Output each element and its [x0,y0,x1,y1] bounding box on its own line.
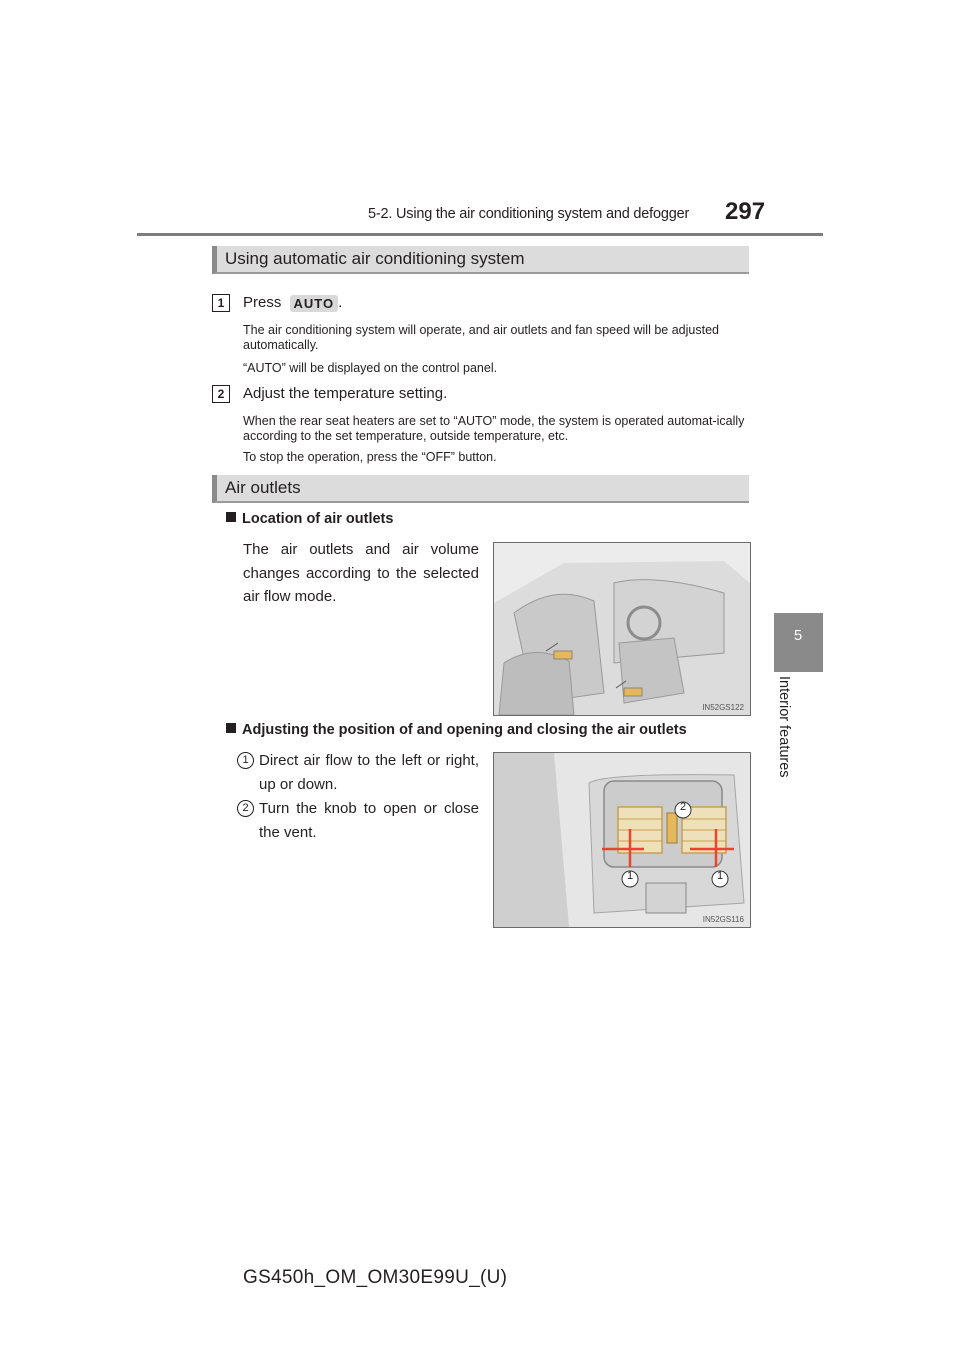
callout-1-right: 1 [716,870,724,882]
section-heading-auto-text: Using automatic air conditioning system [225,249,525,268]
section-heading-outlets [212,475,749,503]
figure-code-vent: IN52GS116 [702,915,744,924]
chapter-tab-label: Interior features [776,676,792,778]
figure-air-outlet-locations [493,542,751,716]
step-2-description-2: To stop the operation, press the “OFF” button. [243,450,497,464]
subheading-location-text: Location of air outlets [242,511,394,527]
figure-vent-adjustment [493,752,751,928]
square-bullet-icon [226,723,236,733]
callout-1-left: 1 [626,870,634,882]
page-number: 297 [725,198,766,225]
callout-2: 2 [679,801,687,813]
subheading-location [226,511,393,527]
square-bullet-icon [226,512,236,522]
adjusting-item-2-text: Turn the knob to open or close the vent. [259,800,479,841]
subheading-adjusting-text: Adjusting the position of and opening and closing the air outlets [242,722,687,738]
header-divider [137,233,823,236]
step-1-text-before: Press [243,294,282,311]
figure-code-location: IN52GS122 [702,703,744,712]
step-1-text [243,294,342,312]
auto-button-icon: AUTO [290,295,339,312]
circled-number-1: 1 [237,752,254,769]
vent-illustration [494,753,750,927]
step-1-description-2: “AUTO” will be displayed on the control panel. [243,361,498,375]
step-1-description-1: The air conditioning system will operate, and air outlets and fan speed will be adjusted automatically. [243,323,719,352]
car-interior-illustration [494,543,750,715]
adjusting-item-1 [237,749,479,796]
adjusting-item-1-text: Direct air flow to the left or right, up or down. [259,752,479,793]
step-2-description-1: When the rear seat heaters are set to “AUTO” mode, the system is operated automat-ically according to the set temperature, outside temperature, etc. [243,414,745,443]
step-number-1: 1 [212,294,230,312]
adjusting-item-2 [237,797,479,844]
step-1-text-after: . [338,294,343,311]
circled-number-2: 2 [237,800,254,817]
document-id: GS450h_OM_OM30E99U_(U) [243,1267,508,1288]
location-paragraph: The air outlets and air volume changes according to the selected air flow mode. [243,541,479,605]
section-heading-auto [212,246,749,274]
section-heading-outlets-text: Air outlets [225,478,301,497]
running-header: 5-2. Using the air conditioning system and defogger [368,206,690,222]
step-number-2: 2 [212,385,230,403]
chapter-tab-number: 5 [793,627,803,644]
subheading-adjusting [226,722,687,738]
step-2-text: Adjust the temperature setting. [243,385,448,402]
